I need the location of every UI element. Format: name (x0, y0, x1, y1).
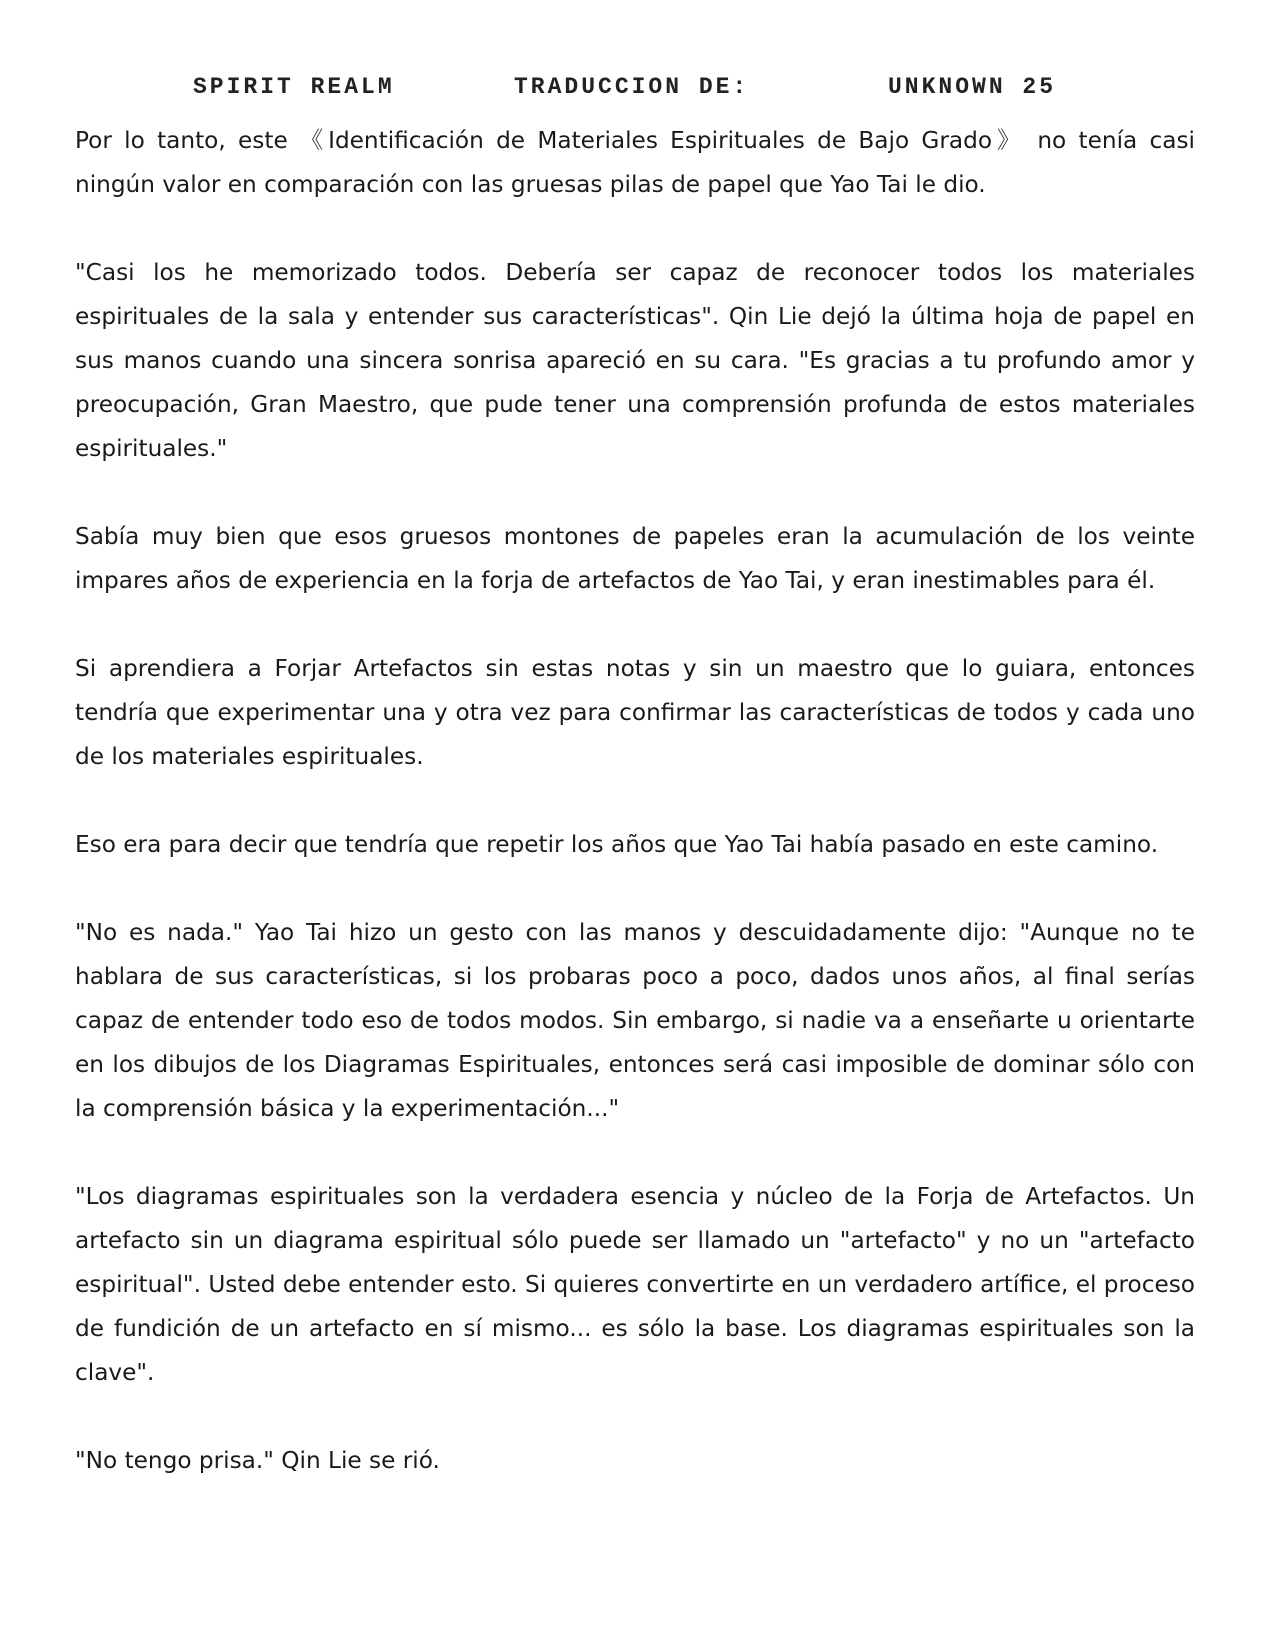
header-translation-label: TRADUCCION DE: (514, 74, 750, 100)
paragraph: Eso era para decir que tendría que repetir los años que Yao Tai había pasado en este camino. (75, 831, 1159, 858)
paragraph: "No tengo prisa." Qin Lie se rió. (75, 1447, 440, 1474)
paragraph: "No es nada." Yao Tai hizo un gesto con las manos y descuidadamente dijo: "Aunque no te hablara de sus características, si los probaras poco a poco, dados unos años, al final serías capaz de entender todo eso de todos modos. Sin embargo, si nadie va a enseñarte u orientarte en los dibujos de los Diagramas Espirituales, entonces será casi imposible de dominar sólo con la comprensión básica y la experimentación..." (75, 919, 1195, 1122)
paragraph: Por lo tanto, este 《Identificación de Materiales Espirituales de Bajo Grado》 no tenía casi ningún valor en comparación con las gruesas pilas de papel que Yao Tai le dio. (75, 127, 1195, 198)
paragraph: Si aprendiera a Forjar Artefactos sin estas notas y sin un maestro que lo guiara, entonces tendría que experimentar una y otra vez para confirmar las características de todos y cada uno de los materiales espirituales. (75, 655, 1195, 770)
header-translator-page: UNKNOWN 25 (888, 74, 1057, 100)
body-text (75, 119, 1195, 1527)
paragraph: "Los diagramas espirituales son la verdadera esencia y núcleo de la Forja de Artefactos. Un artefacto sin un diagrama espiritual sólo puede ser llamado un "artefacto" y no un "artefacto espiritual". Usted debe entender esto. Si quieres convertirte en un verdadero artífice, el proceso de fundición de un artefacto en sí mismo... es sólo la base. Los diagramas espirituales son la clave". (75, 1183, 1195, 1386)
page-header (0, 74, 1275, 110)
paragraph: "Casi los he memorizado todos. Debería ser capaz de reconocer todos los materiales espirituales de la sala y entender sus características". Qin Lie dejó la última hoja de papel en sus manos cuando una sincera sonrisa apareció en su cara. "Es gracias a tu profundo amor y preocupación, Gran Maestro, que pude tener una comprensión profunda de estos materiales espirituales." (75, 259, 1195, 462)
paragraph: Sabía muy bien que esos gruesos montones de papeles eran la acumulación de los veinte impares años de experiencia en la forja de artefactos de Yao Tai, y eran inestimables para él. (75, 523, 1195, 594)
header-series-title: SPIRIT REALM (193, 74, 395, 100)
